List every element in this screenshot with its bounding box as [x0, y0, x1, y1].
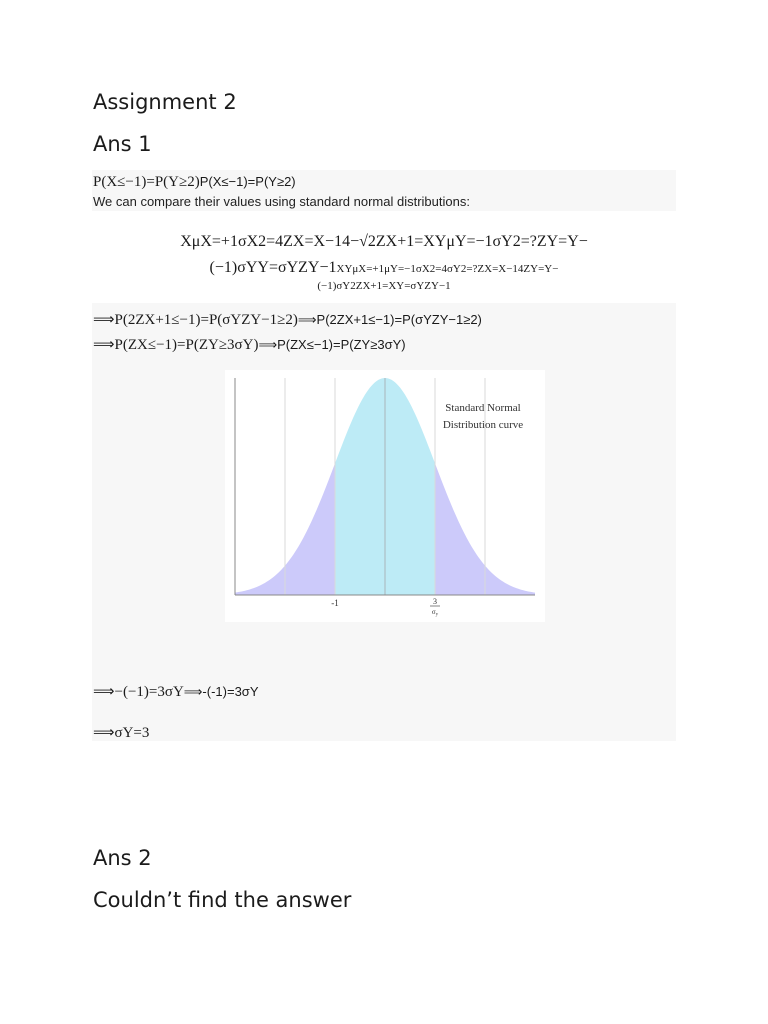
ans1-equation-line3: (−1)σY2ZX+1=XY=σYZY−1 — [317, 280, 451, 292]
document-title: Assignment 2 — [93, 90, 237, 114]
ans1-implies-2-plain: ⟹P(ZX≤−1)=P(ZY≥3σY) — [258, 337, 406, 352]
ans1-heading: Ans 1 — [93, 132, 152, 156]
ans1-implies-3-plain: ⟹-(-1)=3σY — [183, 684, 259, 699]
ans1-implies-1-math: ⟹P(2ZX+1≤−1)=P(σYZY−1≥2) — [93, 312, 298, 328]
tick-label-denominator: $\sigma_y$ — [431, 608, 439, 618]
ans1-line1 — [93, 173, 296, 191]
ans1-line1-math: P(X≤−1)=P(Y≥2) — [93, 174, 200, 190]
ans1-implies-2 — [93, 335, 406, 354]
chart-title-line2: Distribution curve — [442, 419, 524, 431]
ans1-implies-3-math: ⟹−(−1)=3σY — [93, 684, 184, 700]
ans1-implies-1 — [93, 310, 482, 329]
normal-distribution-figure — [225, 370, 545, 622]
ans1-line2: We can compare their values using standard normal distributions: — [93, 194, 470, 209]
ans1-line1-plain: P(X≤−1)=P(Y≥2) — [199, 174, 296, 189]
ans1-implies-3 — [93, 682, 259, 701]
ans2-heading: Ans 2 — [93, 846, 152, 870]
tick-label: -1 — [331, 598, 339, 608]
ans2-text: Couldn’t find the answer — [93, 888, 352, 912]
ans1-equation-line2 — [92, 259, 676, 277]
ans1-equation-line1: XμX=+1σX2=4ZX=X−14−√2ZX+1=XYμY=−1σY2=?ZY=Y− — [180, 233, 588, 250]
ans1-implies-4: ⟹σY=3 — [93, 725, 150, 741]
ans1-implies-2-math: ⟹P(ZX≤−1)=P(ZY≥3σY) — [93, 337, 259, 353]
ans1-equation-big: (−1)σYY=σYZY−1 — [209, 259, 337, 276]
normal-distribution-chart — [225, 370, 545, 622]
chart-title-line1: Standard Normal — [445, 402, 521, 414]
tick-label-numerator: 3 — [433, 597, 437, 606]
ans1-equation-small: XYμX=+1μY=−1σX2=4σY2=?ZX=X−14ZY=Y− — [336, 263, 559, 275]
ans1-implies-1-plain: ⟹P(2ZX+1≤−1)=P(σYZY−1≥2) — [297, 312, 482, 327]
